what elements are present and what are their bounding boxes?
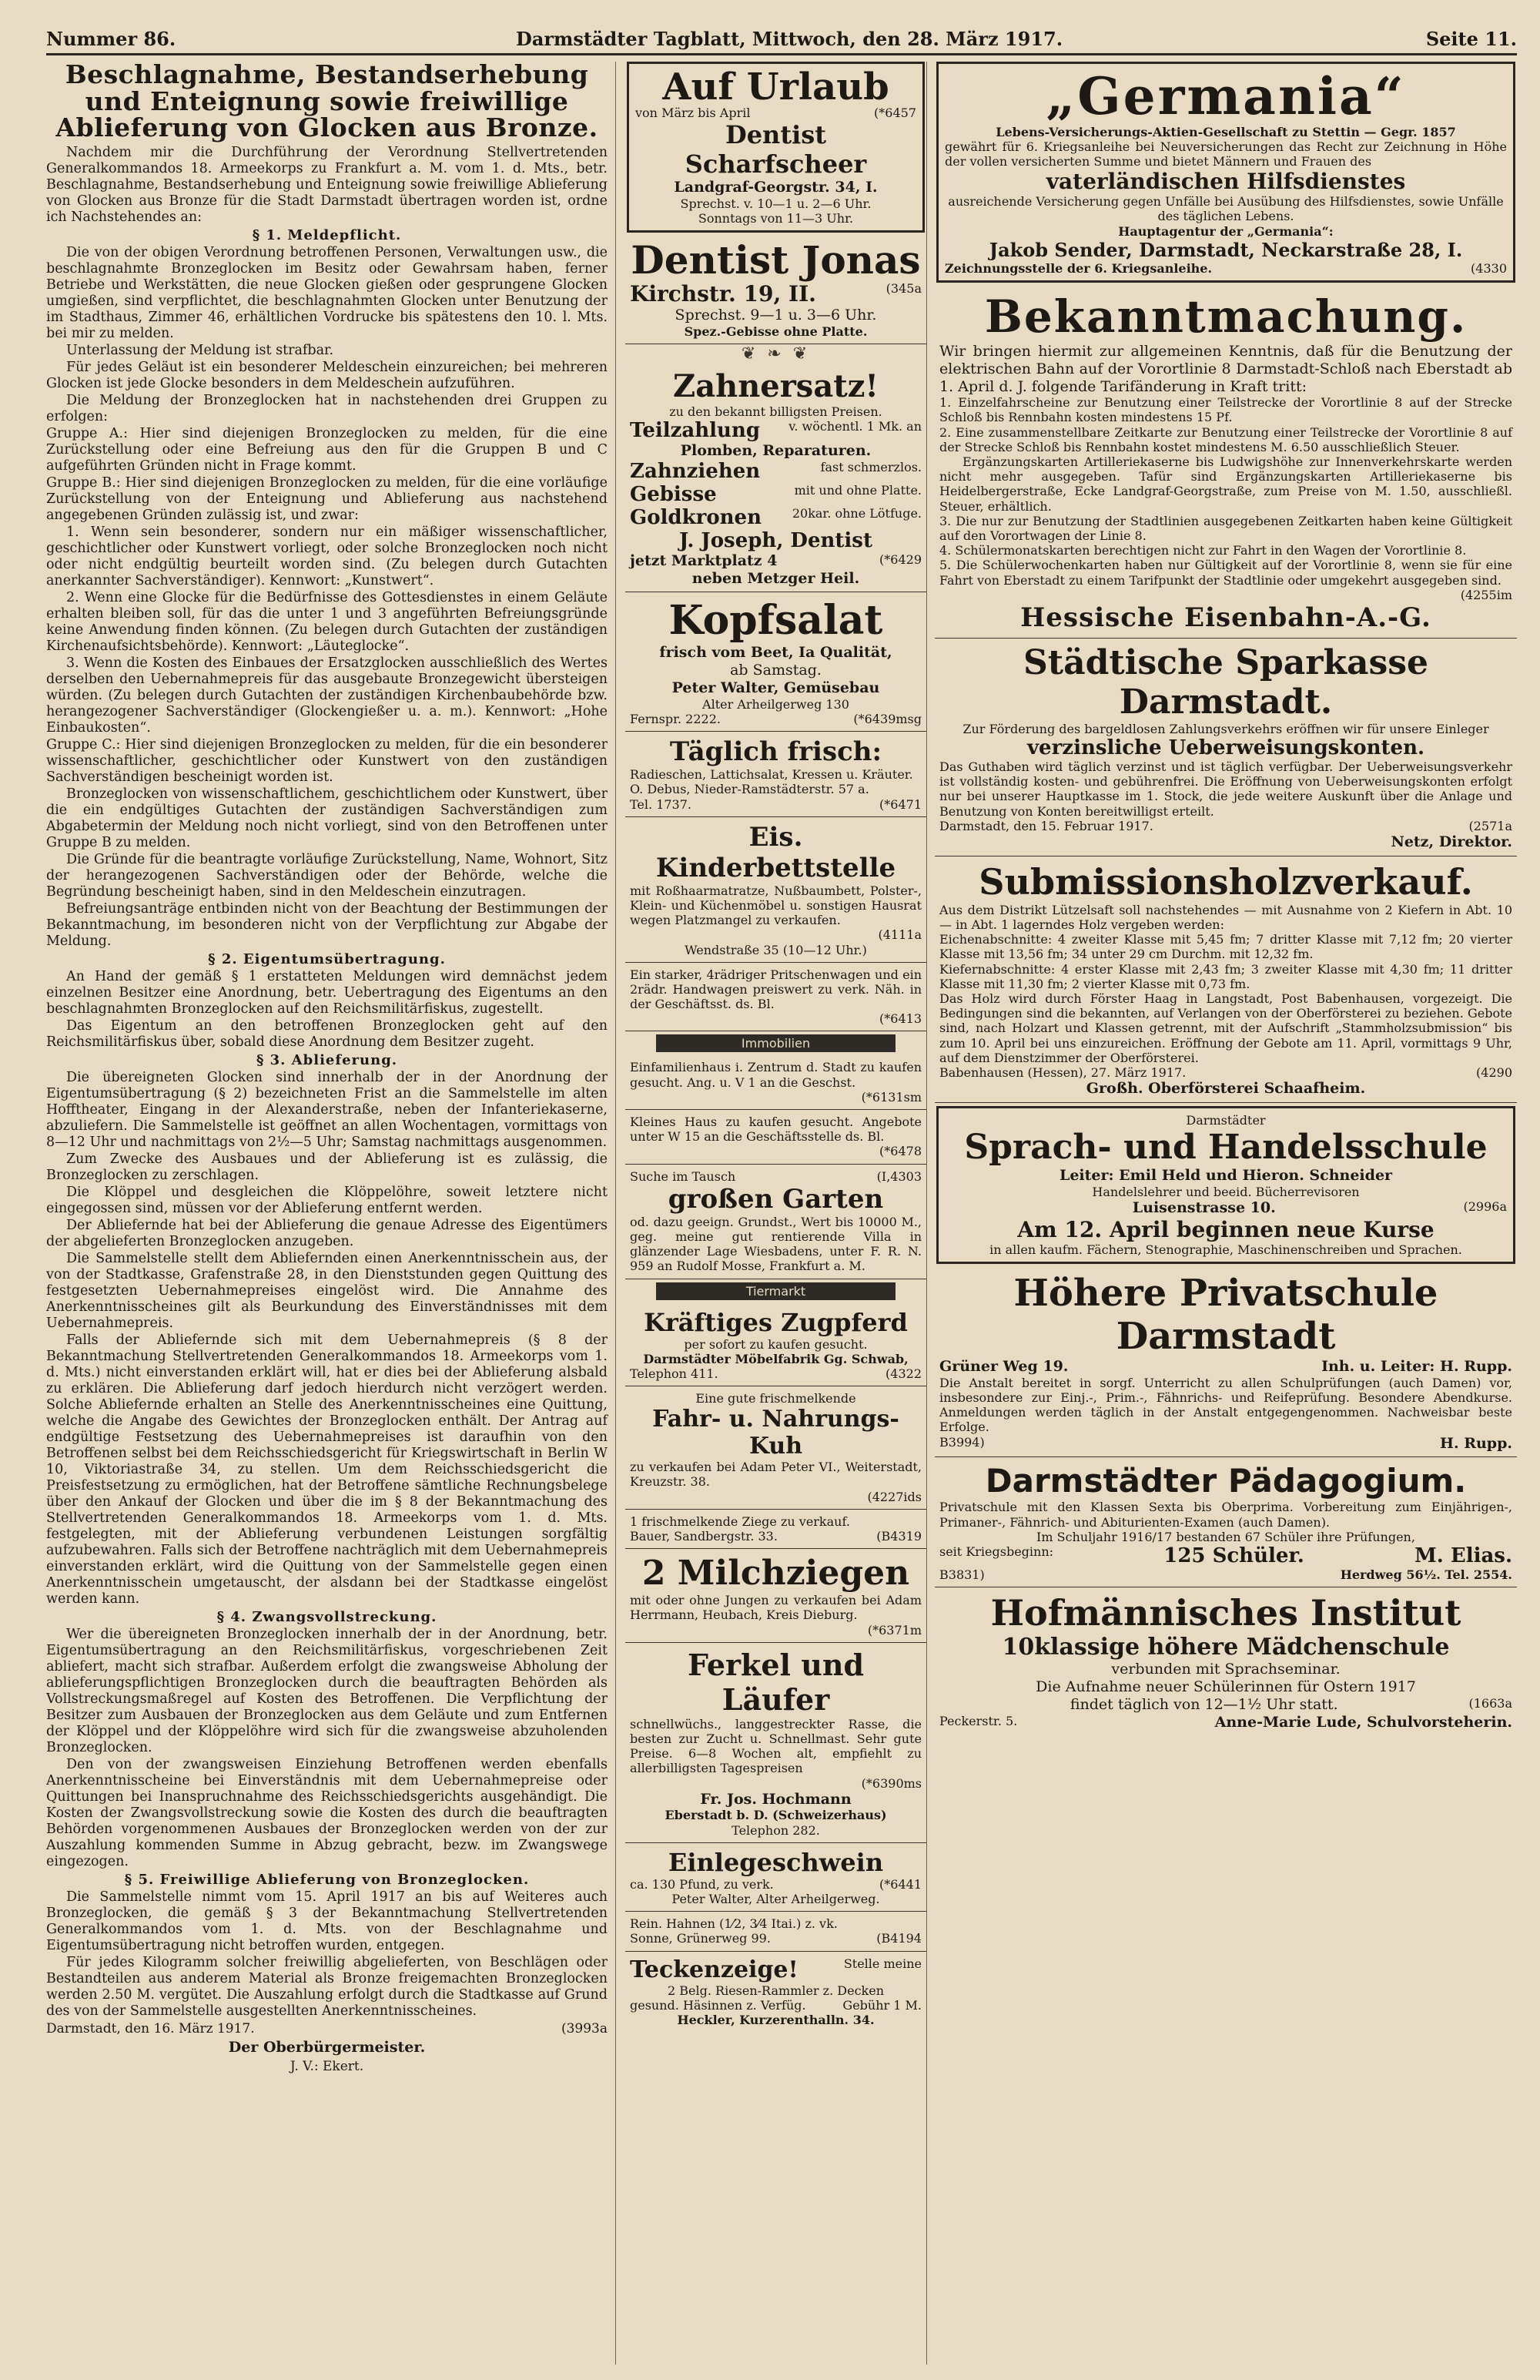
ad-teckenzeige: Teckenzeige! Stelle meine 2 Belg. Riesen-Rammler z. Decken gesund. Häsinnen z. Verfüg. Gebühr 1 M. Heckler, Kurzerenthalln. 34. [630,1956,922,2027]
ad-headline: Kräftiges Zugpferd [644,1307,908,1337]
ad-hahnen: Rein. Hahnen (1⁄2, 3⁄4 Itai.) z. vk. Sonne, Grünerweg 99. (B4194 [625,1912,926,1951]
ad-kuh: Eine gute frischmelkende Fahr- u. Nahrungs-Kuh zu verkaufen bei Adam Peter VI., Weiterstadt, Kreuzstr. 38. (4227ids [625,1386,926,1510]
issue-number: Nummer 86. [46,28,176,50]
paragraph: Das Eigentum an den betroffenen Bronzeglocken geht auf den Reichsmilitärfiskus über, sobald diese Anordnung dem Besitzer zugeht. [46,1017,608,1050]
notice-date: Darmstadt, den 16. März 1917. [46,2020,255,2036]
notice-dateline [46,2021,608,2037]
ad-headline: Submissionsholzverkauf. [979,860,1473,903]
ad-ferkel: Ferkel und Läufer schnellwüchs., langgestreckter Rasse, die besten zur Zucht u. Schnellmast. Sehr gute Preise. 6—8 Wochen alt, empfiehlt zu allerbilligsten Tagespreisen (*6390ms Fr. Jos. Hochmann Eberstadt b. D. (Schweizerhaus) Telephon 282. [625,1643,926,1843]
signature-title: Der Oberbürgermeister. [228,2039,426,2057]
ad-headline: Darmstädter Pädagogium. [985,1462,1467,1500]
ad-hours: Sprechst. 9—1 u. 3—6 Uhr. [675,306,877,323]
group-b-item: 1. Wenn sein besonderer, sondern nur ein mäßiger wissenschaftlicher, geschichtlicher oder Kunstwert vorliegt, oder solche Bronzeglocken noch nicht oder nicht endgültig beurteilt worden sind. (Zu belegen durch Gutachten anerkannter Sachverständiger). Kennwort: „Kunstwert“. [46,524,608,588]
column-announcements [935,62,1517,2365]
ad-paedagogium: Darmstädter Pädagogium. Privatschule mit den Klassen Sexta bis Oberprima. Vorbereitung zum Einjährigen-, Primaner-, Fähnrich- und Abiturienten-Examen (auch Damen). Im Schuljahr 1916/17 bestanden 67 Schüler ihre Prüfungen, seit Kriegsbeginn: 125 Schüler. M. Elias. B3831) Herdweg 56½. Tel. 2554. [935,1457,1517,1587]
ad-headline: Eis. Kinderbettstelle [655,821,896,883]
paragraph: Für jedes Geläut ist ein besonderer Meldeschein einzureichen; bei mehreren Glocken ist jede Glocke besonders in dem Meldeschein aufzuführen. [46,359,608,391]
ad-kinderbettstelle: Eis. Kinderbettstelle mit Roßhaarmatratze, Nußbaumbett, Polster-, Klein- und Küchenmöbel u. sonstigen Hausrat wegen Platzmangel zu verkaufen. (4111a Wendstraße 35 (10—12 Uhr.) [625,817,926,963]
column-classifieds [625,62,927,2365]
group-a: Gruppe A.: Hier sind diejenigen Bronzeglocken zu melden, für die eine Zurückstellung oder eine Befreiung aus den für die Gruppen B und C aufgeführten Gründen nicht in Frage kommt. [46,425,608,474]
ad-garten: Suche im Tausch (I,4303 großen Garten od. dazu geeign. Grundst., Wert bis 10000 M., geg. meine gut rentierende Villa in glänzender Lage Wiesbadens, unter F. R. N. 959 an Rudolf Mosse, Frankfurt a. M. [625,1165,926,1279]
section-heading: § 3. Ablieferung. [256,1051,398,1068]
notice-intro: Nachdem mir die Durchführung der Verordnung Stellvertretenden Generalkommandos 18. Armeekorps zu Frankfurt a. M. vom 1. d. Mts., betr. Beschlagnahme, Bestandserhebung und Enteignung sowie freiwillige Ablieferung von Glocken aus Bronze für die Stadt Darmstadt übertragen worden ist, ordne ich Nachstehendes an: [46,144,608,225]
notice-bekanntmachung: Bekanntmachung. Wir bringen hiermit zur allgemeinen Kenntnis, daß für die Benutzung der elektrischen Bahn auf der Vorortlinie 8 Darmstadt-Schloß nach Eberstadt ab 1. April d. J. folgende Tarifänderung in Kraft tritt: 1. Einzelfahrscheine zur Benutzung einer Teilstrecke der Vorortlinie 8 auf der Strecke Schloß bis Rennbahn kosten mindestens 15 Pf. 2. Eine zusammenstellbare Zeitkarte zur Benutzung einer Teilstrecke der Vorortlinie 8 auf der Strecke Schloß bis Rennbahn kostet mindestens M. 6.50 ausschließlich Steuer. Ergänzungskarten Artilleriekaserne bis Ludwigshöhe zur Innenverkehrskarte werden nicht mehr ausgegeben. Tafür sind Ergänzungskarten Artilleriekaserne bis Heidelbergerstraße, Ecke Landgraf-Georgstraße, zum Preise von M. 1.50, ausschließl. Steuer, erhältlich. 3. Die nur zur Benutzung der Stadtlinien ausgegebenen Zeitkarten haben keine Gültigkeit auf den Vorortwagen der Linie 8. 4. Schülermonatskarten berechtigen nicht zur Fahrt in den Wagen der Vorortlinie 8. 5. Die Schülerwochenkarten haben nur Gültigkeit auf der Vorortlinie 8, wenn sie für eine Fahrt von Eberstadt zu einem Tarifpunkt der Stadtlinie oder umgekehrt ausgegeben sind. (4255im Hessische Eisenbahn-A.-G. [935,286,1517,639]
ad-einfamilienhaus: Einfamilienhaus i. Zentrum d. Stadt zu kaufen gesucht. Ang. u. V 1 an die Geschst. (*6131sm [625,1055,926,1110]
ad-headline: Zahnersatz! [673,367,879,404]
signature-name: J. V.: Ekert. [290,2058,364,2074]
paragraph: Die Sammelstelle nimmt vom 15. April 1917 an bis auf Weiteres auch Bronzeglocken, die gemäß § 3 der Bekanntmachung Stellvertretenden Generalkommandos vom 1. d. Mts. von der Beschlagnahme und Eigentumsübertragung nicht betroffen wurden, entgegen. [46,1889,608,1953]
ad-urlaub [627,62,925,233]
ad-zugpferd: Kräftiges Zugpferd per sofort zu kaufen gesucht. Darmstädter Möbelfabrik Gg. Schwab, Telephon 411. (4322 [625,1303,926,1387]
paragraph: Den von der zwangsweisen Einziehung Betroffenen werden ebenfalls Anerkenntnisscheine bei Einverständnis mit dem Uebernahmepreise oder Quittungen bei Inanspruchnahme des Reichsschiedsgerichts ausgehändigt. Die Kosten der Zwangsvollstreckung sowie die Kosten des durch die beauftragten Behörden vorgenommenen Ausbaues der Bronzeglocken werden von der zur Auszahlung kommenden Summe in Abzug gebracht, bezw. im Zwangswege eingezogen. [46,1756,608,1869]
paragraph: Für jedes Kilogramm solcher freiwillig abgelieferten, von Beschlägen oder Bestandteilen aus anderem Material als Bronze freigemachten Bronzeglocken werden 2.50 M. vergütet. Die Auszahlung erfolgt durch die Stadtkasse auf Grund des von der Sammelstelle ausgestellten Anerkenntnisscheines. [46,1954,608,2019]
paragraph: Unterlassung der Meldung ist strafbar. [66,342,334,358]
ad-headline: Auf Urlaub [662,65,889,109]
paragraph: Zum Zwecke des Ausbaues und der Ablieferung ist es zulässig, die Bronzeglocken zu zerschlagen. [46,1151,608,1183]
group-b-item: 2. Wenn eine Glocke für die Bedürfnisse des Gottesdienstes in einem Geläute erhalten bleiben soll, für das die unter 1 und 3 angeführten Befreiungsgründe keine Anwendung finden können. (Zu belegen durch Gutachten der zuständigen Kirchenaufsichtsbehörde). Kennwort: „Läuteglocke“. [46,589,608,654]
page-number: Seite 11. [1425,28,1517,50]
column-official-notice [46,62,616,2365]
paragraph: Falls der Abliefernde sich mit dem Uebernahmepreis (§ 8 der Bekanntmachung Stellvertretenden Generalkommandos 18. Armeekorps vom 1. d. Mts.) nicht einverstanden erklärt will, hat er dies bei der Ablieferung alsbald zu erklären. Die Ablieferung darf jedoch hierdurch nicht verzögert werden. Solche Abliefernde erhalten an Stelle des Anerkenntnisscheines eine Quittung, welche die Angabe des Gewichtes der Bronzeglocken enthält. Der Antrag auf endgültige Festsetzung des Uebernahmepreises ist daraufhin von den Betroffenen selbst bei dem Reichsschiedsgericht für Kriegswirtschaft in Berlin W 10, Viktoriastraße 34, zu stellen. Um dem Reichsschiedsgericht die Preisfestsetzung zu ermöglichen, hat der Betroffene sämtliche Rechnungsbelege über den Ankauf der Glocken und über die im § 8 der Bekanntmachung des Stellvertretenden Generalkommandos 18. Armeekorps vom 1. d. Mts. festgelegten, mit der Ablieferung verbundenen Leistungen sorgfältig aufzubewahren. Falls sich der Betroffene nachträglich mit dem Uebernahmepreis einverstanden erklärt, wird die Quittung von der Sammelstelle gegen einen Anerkenntnisschein umgetauscht, der alsdann bei der Stadtkasse eingelöst werden kann. [46,1332,608,1607]
ad-headline: Teckenzeige! [630,1956,798,1983]
paragraph: Der Abliefernde hat bei der Ablieferung die genaue Adresse des Eigentümers der abgelieferten Bronzeglocken anzugeben. [46,1217,608,1249]
section-heading: § 2. Eigentumsübertragung. [208,950,446,967]
ad-germania: „Germania“ Lebens-Versicherungs-Aktien-Gesellschaft zu Stettin — Gegr. 1857 gewährt für 6. Kriegsanleihe bei Neuversicherungen das Recht zur Zeichnung in Höhe der vollen versicherten Summe und bietet Männern und Frauen des vaterländischen Hilfsdienstes ausreichende Versicherung gegen Unfälle bei Ausübung des Hilfsdienstes, sowie Unfälle des täglichen Lebens. Hauptagentur der „Germania“: Jakob Sender, Darmstadt, Neckarstraße 28, I. Zeichnungsstelle der 6. Kriegsanleihe. (4330 [936,62,1515,283]
section-band: Tiermarkt [656,1282,896,1300]
ad-address: Landgraf-Georgstr. 34, I. [674,179,878,196]
paragraph: Die Klöppel und desgleichen die Klöppelöhre, soweit letztere nicht eingegossen sind, müssen vor der Ablieferung entfernt werden. [46,1184,608,1216]
ad-subline: von März bis April (*6457 [635,106,916,120]
ad-headline: Sprach- und Handelsschule [964,1128,1488,1168]
page-header [46,23,1517,55]
ad-note: Spez.-Gebisse ohne Platte. [684,323,868,339]
paragraph: Die Meldung der Bronzeglocken hat in nachstehenden drei Gruppen zu erfolgen: [46,392,608,424]
paragraph: An Hand der gemäß § 1 erstatteten Meldungen wird demnächst jedem einzelnen Besitzer eine Anordnung, betr. Uebertragung des Eigentums an den beschlagnahmten Bronzeglocken auf den Reichsmilitärfiskus, zugestellt. [46,968,608,1017]
section-heading: § 4. Zwangsvollstreckung. [216,1608,437,1625]
notice-holzverkauf: Submissionsholzverkauf. Aus dem Distrikt Lützelsaft soll nachstehendes — mit Ausnahme von 2 Kiefern in Abt. 10 — in Abt. 1 lagerndes Holz vergeben werden: Eichenabschnitte: 4 zweiter Klasse mit 5,45 fm; 7 dritter Klasse mit 7,12 fm; 20 vierter Klasse mit 13,56 fm; 34 unter 29 cm Durchm. mit 12,32 fm. Kiefernabschnitte: 4 erster Klasse mit 2,43 fm; 3 zweiter Klasse mit 4,30 fm; 11 dritter Klasse mit 11,30 fm; 2 vierter Klasse mit 0,73 fm. Das Holz wird durch Förster Haag in Langstadt, Post Babenhausen, vorgezeigt. Die Bedingungen sind die bekannten, auf Verlangen von der Oberförsterei zu beziehen. Gebote sind, nach Holzart und Klassen getrennt, mit der Aufschrift „Stammholzsubmission“ bis zum 10. April bei uns einzureichen. Eröffnung der Gebote am 11. April, vormittags 9 Uhr, auf dem Dienstzimmer der Oberförsterei. Babenhausen (Hessen), 27. März 1917. (4290 Großh. Oberförsterei Schaafheim. [935,856,1517,1103]
ad-headline: Ferkel und Läufer [687,1647,865,1717]
group-c: Gruppe C.: Hier sind diejenigen Bronzeglocken zu melden, für die ein besonderer wissenschaftlicher, geschichtlicher oder Kunstwert von den zuständigen Sachverständigen bescheinigt worden ist. [46,736,608,785]
section-band: Immobilien [656,1034,896,1052]
paragraph: Befreiungsanträge entbinden nicht von der Beachtung der Bestimmungen der Bekanntmachung, im besonderen nicht von der Verpflichtung zur Abgabe der Meldung. [46,900,608,949]
paragraph: Wer die übereigneten Bronzeglocken innerhalb der in der Anordnung, betr. Eigentumsübertragung an den Reichsmilitärfiskus, vorgeschriebenen Zeit abliefert, macht sich strafbar. Außerdem erfolgt die zwangsweise Abholung der ablieferungspflichtigen Bronzeglocken durch die beauftragten Behörden als Vollstreckungsmaßregel auf Kosten des Betroffenen. Die Verpflichtung der Besitzer zum Ausbauen der Bronzeglocken aus dem Geläute und zum Entfernen der Klöppel und der Klöppelöhre wird sich für die zwangsweise abzuholenden Bronzeglocken. [46,1626,608,1755]
ad-kopfsalat: Kopfsalat frisch vom Beet, Ia Qualität, ab Samstag. Peter Walter, Gemüsebau Alter Arheilgerweg 130 Fernspr. 2222. (*6439msg [625,592,926,732]
paragraph: Die übereigneten Glocken sind innerhalb der in der Anordnung der Eigentumsübertragung (§ 2) bezeichneten Frist an die Sammelstelle im alten Hofftheater, Eingang in der Alexanderstraße, neben der Infanteriekaserne, abzuliefern. Die Sammelstelle ist geöffnet an allen Wochentagen, vormittags von 8—12 Uhr und nachmittags von 2½—5 Uhr; Samstag nachmittags ausgenommen. [46,1069,608,1150]
ad-headline: 2 Milchziegen [641,1554,910,1594]
ad-hofmann-institut: Hofmännisches Institut 10klassige höhere Mädchenschule verbunden mit Sprachseminar. Die Aufnahme neuer Schülerinnen für Ostern 1917 findet täglich von 12—1½ Uhr statt. (1663a Peckerstr. 5. Anne-Marie Lude, Schulvorsteherin. [939,1592,1512,1731]
ad-sprachschule: Darmstädter Sprach- und Handelsschule Leiter: Emil Held und Hieron. Schneider Handelslehrer und beeid. Bücherrevisoren Luisenstrasse 10. (2996a Am 12. April beginnen neue Kurse in allen kaufm. Fächern, Stenographie, Maschinenschreiben und Sprachen. [936,1106,1515,1264]
ad-headline: Fahr- u. Nahrungs-Kuh [652,1406,899,1460]
group-b-item: 3. Wenn die Kosten des Einbaues der Ersatzglocken ausschließlich des Wertes derselben den Uebernahmepreis für das ausgebaute Bronzegewicht übersteigen würden. (Zu belegen durch Gutachten der zuständigen Kirchenbaubehörde bzw. herangezogener Sachverständiger (Glockengießer u. a. m.). Kennwort: „Hohe Einbaukosten“. [46,655,608,736]
section-heading: § 5. Freiwillige Ablieferung von Bronzeglocken. [124,1871,530,1888]
notice-code: (3993a [561,2020,608,2036]
ad-jonas: Dentist Jonas Kirchstr. 19, II. (345a Sprechst. 9—1 u. 3—6 Uhr. Spez.-Gebisse ohne Platte. [625,236,926,344]
ad-name: J. Joseph, Dentist [679,528,872,552]
notice-title: Beschlagnahme, Bestandserhebung und Enteignung sowie freiwillige Ablieferung von Glocken aus Bronze. [55,62,598,143]
ad-hours: Sonntags von 11—3 Uhr. [698,211,854,226]
paragraph: Bronzeglocken von wissenschaftlichem, geschichtlichem oder Kunstwert, über die ein endgültiges Gutachten der zuständigen Sachverständigen zum Abgabetermin der Meldung noch nicht vorliegt, sind von den Betroffenen unter Gruppe B zu melden. [46,786,608,850]
ad-headline: Täglich frisch: [669,736,882,768]
notice-sparkasse: Städtische Sparkasse Darmstadt. Zur Förderung des bargeldlosen Zahlungsverkehrs eröffnen wir für unsere Einleger verzinsliche Ueberweisungskonten. Das Guthaben wird täglich verzinst und ist täglich verfügbar. Der Ueberweisungsverkehr ist vollständig kosten- und gebührenfrei. Die Eröffnung von Ueberweisungskonten erfolgt nur bei unserer Hauptkasse im 1. Stock, die jede weitere Auskunft über die Anlage und Benutzung von Konten bereitwilligst erteilt. Darmstadt, den 15. Februar 1917. (2571a Netz, Direktor. [935,639,1517,856]
ad-headline: Bekanntmachung. [984,290,1468,343]
ad-kleines-haus: Kleines Haus zu kaufen gesucht. Angebote unter W 15 an die Geschäftsstelle ds. Bl. (*6478 [625,1110,926,1165]
ad-ziege: 1 frischmelkende Ziege zu verkauf. Bauer, Sandbergstr. 33. (B4319 [625,1510,926,1549]
ad-headline: Einlegeschwein [668,1847,884,1877]
ad-headline: „Germania“ [1046,66,1406,126]
group-b: Gruppe B.: Hier sind diejenigen Bronzeglocken zu melden, für die eine vorläufige Zurückstellung von der Enteignung und Ablieferung aus nachstehend angegebenen Gründen zulässig ist, und zwar: [46,474,608,523]
ad-headline: Hofmännisches Institut [990,1592,1461,1634]
ad-headline: großen Garten [668,1183,884,1215]
paragraph: Die Sammelstelle stellt dem Abliefernden einen Anerkenntnisschein aus, der von der Stadtkasse, Grafenstraße 28, in den Dienststunden gegen Quittung des festgesetzten Uebernahmepreises eingelöst wird. Die Annahme des Anerkenntnisscheines gilt als Beurkundung des Einverständnisses mit dem Uebernahmepreis. [46,1250,608,1331]
ad-milchziegen: 2 Milchziegen mit oder ohne Jungen zu verkaufen bei Adam Herrmann, Heubach, Kreis Dieburg. (*6371m [625,1549,926,1643]
section-heading: § 1. Meldepflicht. [252,226,402,243]
paragraph: Die von der obigen Verordnung betroffenen Personen, Verwaltungen usw., die beschlagnahmte Bronzeglocken im Besitz oder Gewahrsam haben, ferner Betriebe und Werkstätten, die neue Glocken gießen oder gesprungene Glocken umgießen, sind verpflichtet, die beschlagnahmten Glocken unter Benutzung der im Stadthaus, Zimmer 46, erhältlichen Vordrucke bis spätestens den 10. l. Mts. bei mir zu melden. [46,244,608,341]
ad-privatschule: Höhere Privatschule Darmstadt Grüner Weg 19. Inh. u. Leiter: H. Rupp. Die Anstalt bereitet in sorgf. Unterricht zu allen Schulprüfungen (auch Damen) vor, insbesondere zur Einj.-, Prim.-, Fähnrichs- und Reifeprüfung. Besondere Abendkurse. Anmeldungen werden täglich in der Anstalt entgegengenommen. Nachweisbar beste Erfolge. B3994) H. Rupp. [935,1267,1517,1457]
paragraph: Die Gründe für die beantragte vorläufige Zurückstellung, Name, Wohnort, Sitz der herangezogenen Sachverständigen oder der Behörde, welche die Begründung bescheinigt haben, sind in den Meldeschein einzutragen. [46,851,608,900]
ad-pritschenwagen: Ein starker, 4rädriger Pritschenwagen und ein 2rädr. Handwagen preiswert zu verk. Näh. in der Geschäftsst. ds. Bl. (*6413 [625,963,926,1032]
ad-einlegeschwein: Einlegeschwein ca. 130 Pfund, zu verk. (*6441 Peter Walter, Alter Arheilgerweg. [625,1843,926,1912]
ad-zahnersatz: Zahnersatz! zu den bekannt billigsten Preisen. Teilzahlung v. wöchentl. 1 Mk. an Plomben, Reparaturen. Zahnziehen fast schmerzlos. Gebisse mit und ohne Platte. Goldkronen 20kar. ohne Lötfuge. J. Joseph, Dentist jetzt Marktplatz 4 (*6429 neben Metzger Heil. [625,364,926,593]
ad-address: Kirchstr. 19, II. [630,280,816,307]
ornament-divider: ❦ ❧ ❦ [741,344,811,364]
ad-headline: Kopfsalat [668,597,883,645]
ad-taeglich-frisch: Täglich frisch: Radieschen, Lattichsalat, Kressen u. Kräuter. O. Debus, Nieder-Ramstädterstr. 57 a. Tel. 1737. (*6471 [625,732,926,817]
ad-name: Dentist Scharfscheer [685,120,867,179]
masthead-date: Darmstädter Tagblatt, Mittwoch, den 28. März 1917. [516,28,1063,50]
ad-headline: Höhere Privatschule Darmstadt [1013,1272,1438,1359]
ad-hours: Sprechst. v. 10—1 u. 2—6 Uhr. [680,196,872,211]
ad-headline: Dentist Jonas [631,237,921,283]
ad-headline: Städtische Sparkasse Darmstadt. [1023,642,1429,722]
